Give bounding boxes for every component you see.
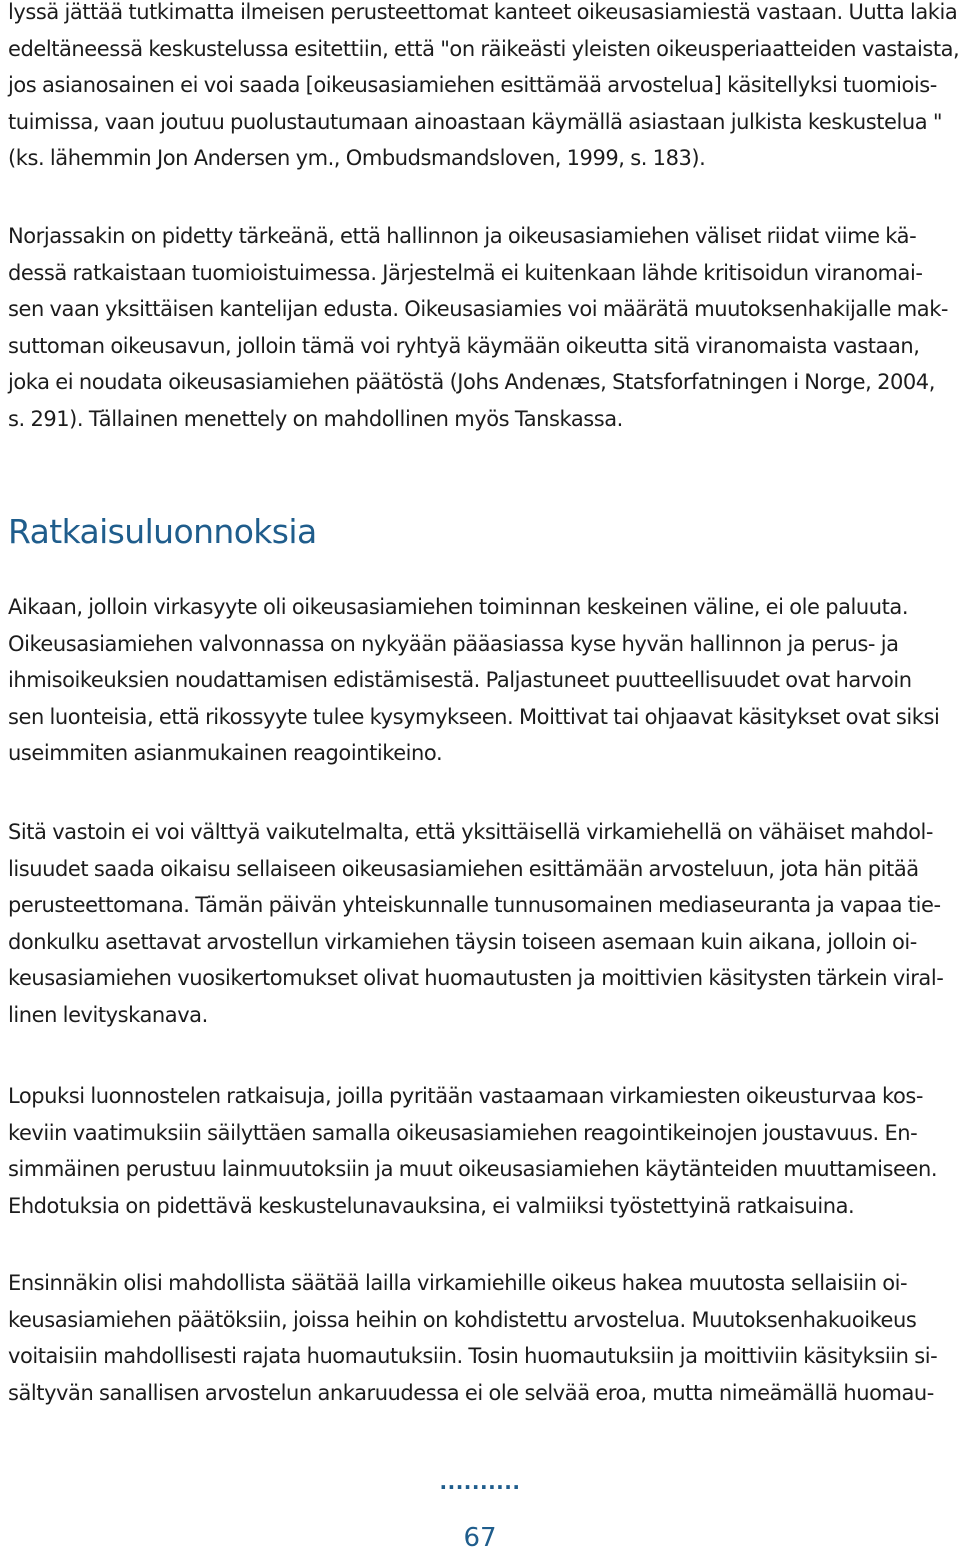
text-line: sältyvän sanallisen arvostelun ankaruudessa ei ole selvää eroa, mutta nimeämällä huomau-	[8, 1380, 934, 1405]
text-line: voitaisiin mahdollisesti rajata huomautuksiin. Tosin huomautuksiin ja moittiviin käsityksiin si-	[8, 1344, 938, 1368]
text-line: sen luonteisia, että rikossyyte tulee kysymykseen. Moittivat tai ohjaavat käsitykset ovat siksi	[8, 704, 940, 729]
paragraph-intro	[8, 589, 939, 772]
text-line: simmäinen perustuu lainmuutoksiin ja muut oikeusasiamiehen käytänteiden muuttamiseen.	[8, 1157, 938, 1181]
text-line: keusasiamiehen vuosikertomukset olivat huomautusten ja moittivien käsitysten tärkein viral-	[8, 966, 944, 990]
text-line: lyssä jättää tutkimatta ilmeisen perusteettomat kanteet oikeusasiamiestä vastaan. Uutta lakia	[8, 0, 958, 24]
paragraph-first-proposal	[8, 1265, 937, 1411]
paragraph-contrast	[8, 814, 943, 1033]
text-line: dessä ratkaistaan tuomioistuimessa. Järjestelmä ei kuitenkaan lähde kritisoidun viranomai-	[8, 260, 923, 285]
footer-dots: ..........	[439, 1470, 521, 1494]
text-line: useimmiten asianmukainen reagointikeino.	[8, 741, 443, 765]
paragraph-norway	[8, 218, 948, 437]
text-line: sen vaan yksittäisen kantelijan edusta. Oikeusasiamies voi määrätä muutoksenhakijalle mak-	[8, 297, 949, 321]
text-line: (ks. lähemmin Jon Andersen ym., Ombudsmandsloven, 1999, s. 183).	[8, 146, 706, 170]
text-line: lisuudet saada oikaisu sellaiseen oikeusasiamiehen esittämään arvosteluun, jota hän pitää	[8, 856, 919, 881]
text-line: Sitä vastoin ei voi välttyä vaikutelmalta, että yksittäisellä virkamiehellä on vähäiset mahdol-	[8, 820, 934, 844]
page-number: 67	[463, 1523, 497, 1553]
text-line: Ensinnäkin olisi mahdollista säätää lailla virkamiehille oikeus hakea muutosta sellaisiin oi-	[8, 1271, 908, 1295]
text-line: perusteettomana. Tämän päivän yhteiskunnalle tunnusomainen mediaseuranta ja vapaa tie-	[8, 893, 941, 917]
text-line: linen levityskanava.	[8, 1002, 208, 1027]
text-line: edeltäneessä keskustelussa esitettiin, että "on räikeästi yleisten oikeusperiaatteiden vastaista,	[8, 36, 960, 61]
text-line: Ehdotuksia on pidettävä keskustelunavauksina, ei valmiiksi työstettyinä ratkaisuina.	[8, 1193, 855, 1218]
text-line: keviin vaatimuksiin säilyttäen samalla oikeusasiamiehen reagointikeinojen joustavuus. En-	[8, 1120, 918, 1145]
text-line: Oikeusasiamiehen valvonnassa on nykyään pääasiassa kyse hyvän hallinnon ja perus- ja	[8, 631, 899, 656]
text-line: Norjassakin on pidetty tärkeänä, että hallinnon ja oikeusasiamiehen väliset riidat viime kä-	[8, 224, 917, 248]
text-line: s. 291). Tällainen menettely on mahdollinen myös Tanskassa.	[8, 406, 623, 431]
text-line: suttoman oikeusavun, jolloin tämä voi ryhtyä käymään oikeutta sitä viranomaista vastaan,	[8, 333, 920, 358]
section-heading: Ratkaisuluonnoksia	[8, 512, 317, 551]
text-line: Aikaan, jolloin virkasyyte oli oikeusasiamiehen toiminnan keskeinen väline, ei ole paluuta.	[8, 595, 909, 619]
text-line: donkulku asettavat arvostellun virkamiehen täysin toiseen asemaan kuin aikana, jolloin oi-	[8, 929, 917, 954]
text-line: ihmisoikeuksien noudattamisen edistämisestä. Paljastuneet puutteellisuudet ovat harvoin	[8, 668, 912, 692]
text-line: keusasiamiehen päätöksiin, joissa heihin on kohdistettu arvostelua. Muutoksenhakuoikeus	[8, 1307, 917, 1332]
text-line: tuimissa, vaan joutuu puolustautumaan ainoastaan käymällä asiastaan julkista keskustelua "	[8, 109, 943, 134]
text-line: jos asianosainen ei voi saada [oikeusasiamiehen esittämää arvostelua] käsitellyksi tuomiois-	[8, 73, 937, 97]
paragraph-continuation	[8, 0, 959, 177]
text-line: joka ei noudata oikeusasiamiehen päätöstä (Johs Andenæs, Statsforfatningen i Norge, 2004,	[8, 370, 935, 394]
text-line: Lopuksi luonnostelen ratkaisuja, joilla pyritään vastaamaan virkamiesten oikeusturvaa kos-	[8, 1084, 923, 1108]
paragraph-conclusion	[8, 1078, 937, 1224]
